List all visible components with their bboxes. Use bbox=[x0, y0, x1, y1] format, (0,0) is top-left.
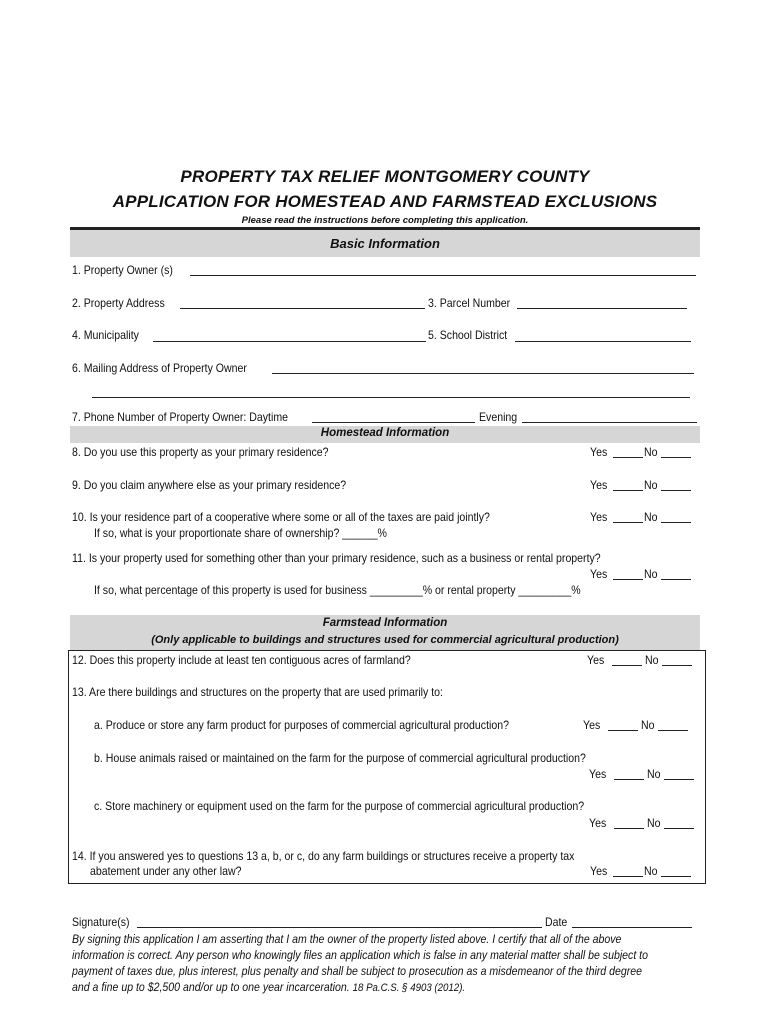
signature-label: Signature(s) bbox=[72, 915, 130, 929]
farmstead-information-title: Farmstead Information bbox=[322, 617, 448, 629]
farmstead-information-subtitle: (Only applicable to buildings and structures used for commercial agricultural production) bbox=[151, 634, 619, 646]
q13c-yes-label: Yes bbox=[589, 816, 607, 830]
q11-yes-label: Yes bbox=[590, 567, 608, 581]
parcel-number-field[interactable] bbox=[517, 308, 687, 309]
q10-label: 10. Is your residence part of a cooperative where some or all of the taxes are paid jointly? bbox=[72, 510, 490, 524]
q13b-label: b. House animals raised or maintained on the farm for the purpose of commercial agricultural production? bbox=[94, 751, 586, 765]
q8-yes-label: Yes bbox=[590, 445, 608, 459]
q13c-label: c. Store machinery or equipment used on the farm for the purpose of commercial agricultural production? bbox=[94, 799, 585, 813]
certification-line-3: payment of taxes due, plus interest, plus penalty and shall be subject to prosecution as a misdemeanor of the third degree bbox=[72, 964, 642, 978]
q13-label: 13. Are there buildings and structures on the property that are used primarily to: bbox=[72, 685, 443, 699]
basic-information-title: Basic Information bbox=[330, 236, 440, 251]
q7-label: 7. Phone Number of Property Owner: Daytime bbox=[72, 410, 288, 424]
q10-no-label: No bbox=[644, 510, 658, 524]
q13a-yes-field[interactable] bbox=[608, 730, 638, 731]
q12-no-field[interactable] bbox=[662, 665, 692, 666]
date-label: Date bbox=[545, 915, 568, 929]
q8-no-label: No bbox=[644, 445, 658, 459]
q14-yes-label: Yes bbox=[590, 864, 608, 878]
signature-field[interactable] bbox=[137, 927, 542, 928]
mailing-address-field-line-2[interactable] bbox=[92, 397, 690, 398]
q11-no-field[interactable] bbox=[661, 579, 691, 580]
q1-label: 1. Property Owner (s) bbox=[72, 263, 173, 277]
q11-no-label: No bbox=[644, 567, 658, 581]
q11-usage-label: If so, what percentage of this property is used for business _________% or rental property _________% bbox=[94, 583, 581, 597]
certification-line-2: information is correct. Any person who knowingly files an application which is false in any material matter shall be subject to bbox=[72, 948, 649, 962]
q13c-yes-field[interactable] bbox=[614, 828, 644, 829]
evening-phone-field[interactable] bbox=[522, 422, 697, 423]
property-owner-field[interactable] bbox=[190, 275, 696, 276]
q9-no-label: No bbox=[644, 478, 658, 492]
q8-no-field[interactable] bbox=[661, 457, 691, 458]
q8-label: 8. Do you use this property as your primary residence? bbox=[72, 445, 329, 459]
form-title-line-1: PROPERTY TAX RELIEF MONTGOMERY COUNTY bbox=[180, 167, 590, 186]
q13c-no-label: No bbox=[647, 816, 661, 830]
q14-no-field[interactable] bbox=[661, 876, 691, 877]
q12-no-label: No bbox=[645, 653, 659, 667]
property-address-field[interactable] bbox=[180, 308, 425, 309]
q14-yes-field[interactable] bbox=[613, 876, 643, 877]
certification-line-1: By signing this application I am asserting that I am the owner of the property listed above. I certify that all of the above bbox=[72, 932, 622, 946]
certification-line-4 bbox=[72, 980, 465, 994]
q14-no-label: No bbox=[644, 864, 658, 878]
q10-no-field[interactable] bbox=[661, 522, 691, 523]
school-district-field[interactable] bbox=[515, 341, 691, 342]
municipality-field[interactable] bbox=[153, 341, 426, 342]
q3-label: 3. Parcel Number bbox=[428, 296, 511, 310]
q14-label: 14. If you answered yes to questions 13 a, b, or c, do any farm buildings or structures receive a property tax bbox=[72, 849, 575, 863]
q12-yes-label: Yes bbox=[587, 653, 605, 667]
mailing-address-field[interactable] bbox=[272, 373, 694, 374]
q6-label: 6. Mailing Address of Property Owner bbox=[72, 361, 247, 375]
q9-label: 9. Do you claim anywhere else as your primary residence? bbox=[72, 478, 347, 492]
q12-label: 12. Does this property include at least ten contiguous acres of farmland? bbox=[72, 653, 411, 667]
homestead-information-title: Homestead Information bbox=[320, 427, 450, 439]
q10-share-label: If so, what is your proportionate share of ownership? ______% bbox=[94, 526, 387, 540]
q10-yes-label: Yes bbox=[590, 510, 608, 524]
q9-yes-field[interactable] bbox=[613, 490, 643, 491]
certification-text: and a fine up to $2,500 and/or up to one year incarceration. bbox=[72, 980, 350, 994]
date-field[interactable] bbox=[572, 927, 692, 928]
q13b-no-label: No bbox=[647, 767, 661, 781]
q13b-no-field[interactable] bbox=[664, 779, 694, 780]
q14-label-line-2: abatement under any other law? bbox=[90, 864, 242, 878]
q4-label: 4. Municipality bbox=[72, 328, 139, 342]
q13a-label: a. Produce or store any farm product for purposes of commercial agricultural production? bbox=[94, 718, 509, 732]
q8-yes-field[interactable] bbox=[613, 457, 643, 458]
evening-label: Evening bbox=[479, 410, 518, 424]
q13b-yes-field[interactable] bbox=[614, 779, 644, 780]
form-title-line-2: APPLICATION FOR HOMESTEAD AND FARMSTEAD EXCLUSIONS bbox=[112, 192, 658, 211]
q12-yes-field[interactable] bbox=[612, 665, 642, 666]
q10-yes-field[interactable] bbox=[613, 522, 643, 523]
q9-yes-label: Yes bbox=[590, 478, 608, 492]
q9-no-field[interactable] bbox=[661, 490, 691, 491]
q13b-yes-label: Yes bbox=[589, 767, 607, 781]
q13c-no-field[interactable] bbox=[664, 828, 694, 829]
instructions-note: Please read the instructions before completing this application. bbox=[241, 215, 529, 226]
q5-label: 5. School District bbox=[428, 328, 508, 342]
q13a-no-label: No bbox=[641, 718, 655, 732]
daytime-phone-field[interactable] bbox=[312, 422, 475, 423]
q11-label: 11. Is your property used for something other than your primary residence, such as a business or rental property? bbox=[72, 551, 601, 565]
q13a-yes-label: Yes bbox=[583, 718, 601, 732]
q11-yes-field[interactable] bbox=[613, 579, 643, 580]
q2-label: 2. Property Address bbox=[72, 296, 165, 310]
q13a-no-field[interactable] bbox=[658, 730, 688, 731]
statute-citation: 18 Pa.C.S. § 4903 (2012). bbox=[352, 982, 466, 994]
